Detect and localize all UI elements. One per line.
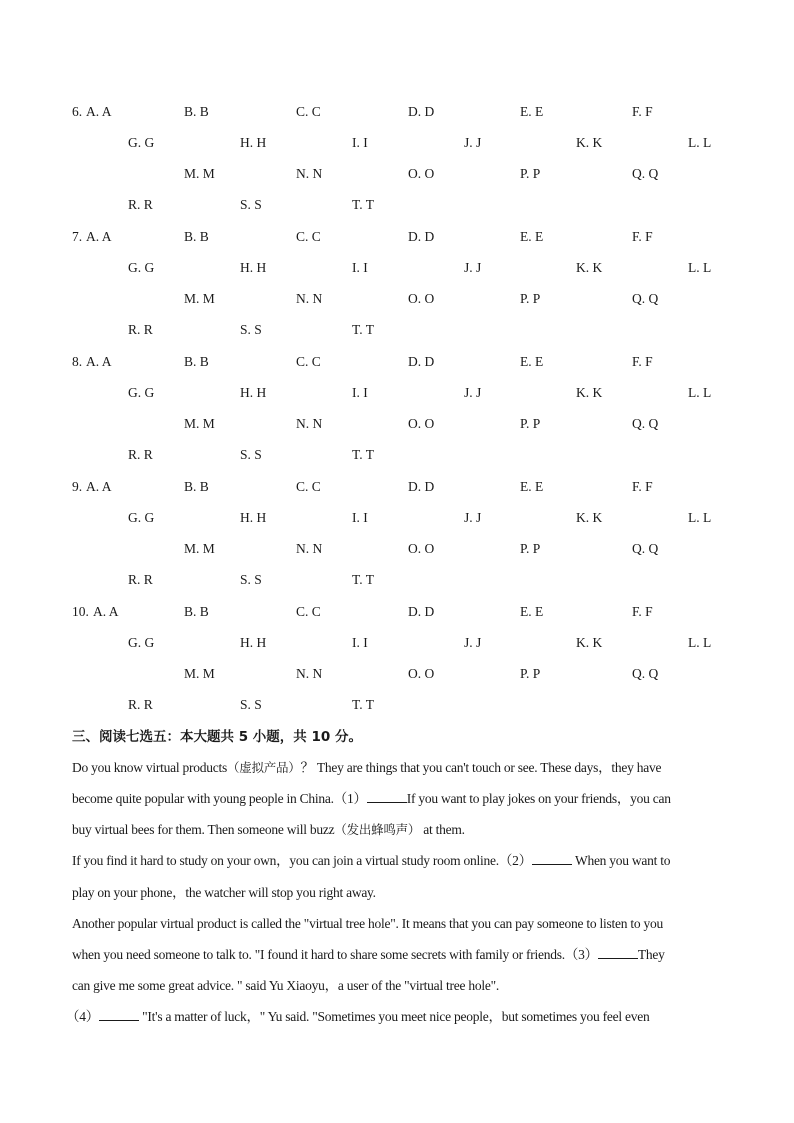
answer-option[interactable]: L. L bbox=[688, 510, 712, 525]
answer-option[interactable]: I. I bbox=[352, 135, 368, 150]
option-row bbox=[0, 195, 794, 215]
question-number: 9. bbox=[72, 479, 83, 494]
answer-option[interactable]: I. I bbox=[352, 385, 368, 400]
answer-option[interactable]: O. O bbox=[408, 541, 435, 556]
passage-line: play on your phone，the watcher will stop you right away. bbox=[72, 885, 376, 900]
answer-option[interactable]: F. F bbox=[632, 229, 653, 244]
answer-option[interactable]: O. O bbox=[408, 666, 435, 681]
answer-option[interactable]: T. T bbox=[352, 322, 374, 337]
answer-blank-1[interactable] bbox=[367, 789, 407, 803]
answer-option[interactable]: B. B bbox=[184, 354, 209, 369]
answer-blank-4[interactable] bbox=[99, 1007, 139, 1021]
answer-option[interactable]: Q. Q bbox=[632, 291, 659, 306]
answer-option[interactable]: J. J bbox=[464, 510, 482, 525]
answer-option[interactable]: K. K bbox=[576, 385, 603, 400]
answer-option[interactable]: A. A bbox=[86, 479, 112, 494]
answer-option[interactable]: T. T bbox=[352, 447, 374, 462]
section-title: 三、阅读七选五：本大题共 5 小题，共 10 分。 bbox=[72, 729, 362, 745]
answer-option[interactable]: S. S bbox=[240, 322, 262, 337]
answer-option[interactable]: E. E bbox=[520, 604, 544, 619]
option-row bbox=[0, 383, 794, 403]
passage-line: Do you know virtual products（虚拟产品）？ They are things that you can't touch or see. These days，they have bbox=[72, 760, 662, 775]
answer-option[interactable]: R. R bbox=[128, 322, 153, 337]
answer-option[interactable]: D. D bbox=[408, 479, 435, 494]
answer-option[interactable]: P. P bbox=[520, 166, 541, 181]
answer-option[interactable]: R. R bbox=[128, 572, 153, 587]
option-row bbox=[0, 508, 794, 528]
answer-option[interactable]: H. H bbox=[240, 510, 267, 525]
answer-option[interactable]: L. L bbox=[688, 135, 712, 150]
answer-option[interactable]: B. B bbox=[184, 104, 209, 119]
option-row bbox=[0, 352, 794, 372]
answer-option[interactable]: I. I bbox=[352, 635, 368, 650]
option-row bbox=[0, 633, 794, 653]
answer-option[interactable]: Q. Q bbox=[632, 541, 659, 556]
answer-option[interactable]: D. D bbox=[408, 354, 435, 369]
option-row bbox=[0, 414, 794, 434]
answer-option[interactable]: C. C bbox=[296, 604, 321, 619]
answer-option[interactable]: J. J bbox=[464, 635, 482, 650]
answer-option[interactable]: A. A bbox=[86, 104, 112, 119]
answer-option[interactable]: M. M bbox=[184, 541, 215, 556]
answer-option[interactable]: Q. Q bbox=[632, 416, 659, 431]
answer-option[interactable]: E. E bbox=[520, 479, 544, 494]
answer-option[interactable]: B. B bbox=[184, 479, 209, 494]
answer-option[interactable]: D. D bbox=[408, 604, 435, 619]
answer-option[interactable]: M. M bbox=[184, 291, 215, 306]
answer-option[interactable]: B. B bbox=[184, 229, 209, 244]
question-number: 7. bbox=[72, 229, 83, 244]
answer-option[interactable]: N. N bbox=[296, 416, 323, 431]
answer-option[interactable]: Q. Q bbox=[632, 666, 659, 681]
option-row bbox=[0, 164, 794, 184]
answer-option[interactable]: C. C bbox=[296, 104, 321, 119]
answer-option[interactable]: E. E bbox=[520, 229, 544, 244]
answer-option[interactable]: I. I bbox=[352, 260, 368, 275]
answer-option[interactable]: N. N bbox=[296, 666, 323, 681]
passage-line: become quite popular with young people in China.（1） If you want to play jokes on your friends，you can bbox=[72, 791, 671, 806]
answer-option[interactable]: K. K bbox=[576, 260, 603, 275]
passage-line: If you find it hard to study on your own，you can join a virtual study room online.（2） When you want to bbox=[72, 853, 671, 868]
option-row bbox=[0, 695, 794, 715]
answer-option[interactable]: H. H bbox=[240, 260, 267, 275]
answer-option[interactable]: C. C bbox=[296, 479, 321, 494]
answer-option[interactable]: B. B bbox=[184, 604, 209, 619]
passage-line: can give me some great advice. " said Yu Xiaoyu，a user of the "virtual tree hole". bbox=[72, 978, 500, 993]
answer-option[interactable]: F. F bbox=[632, 479, 653, 494]
answer-option[interactable]: E. E bbox=[520, 104, 544, 119]
answer-option[interactable]: C. C bbox=[296, 229, 321, 244]
option-row bbox=[0, 133, 794, 153]
answer-option[interactable]: P. P bbox=[520, 666, 541, 681]
answer-option[interactable]: H. H bbox=[240, 385, 267, 400]
answer-option[interactable]: G. G bbox=[128, 385, 155, 400]
option-row bbox=[0, 102, 794, 122]
answer-option[interactable]: G. G bbox=[128, 510, 155, 525]
answer-option[interactable]: O. O bbox=[408, 416, 435, 431]
answer-option[interactable]: S. S bbox=[240, 572, 262, 587]
answer-option[interactable]: G. G bbox=[128, 135, 155, 150]
answer-option[interactable]: N. N bbox=[296, 291, 323, 306]
answer-option[interactable]: P. P bbox=[520, 416, 541, 431]
answer-option[interactable]: Q. Q bbox=[632, 166, 659, 181]
answer-option[interactable]: M. M bbox=[184, 166, 215, 181]
passage-line: Another popular virtual product is called the "virtual tree hole". It means that you can pay someone to listen to you bbox=[72, 916, 663, 931]
answer-option[interactable]: A. A bbox=[86, 354, 112, 369]
answer-option[interactable]: N. N bbox=[296, 166, 323, 181]
answer-option[interactable]: H. H bbox=[240, 135, 267, 150]
answer-blank-2[interactable] bbox=[532, 851, 572, 865]
answer-option[interactable]: A. A bbox=[93, 604, 119, 619]
question-number: 8. bbox=[72, 354, 83, 369]
option-row bbox=[0, 477, 794, 497]
answer-option[interactable]: J. J bbox=[464, 260, 482, 275]
option-row bbox=[0, 289, 794, 309]
question-number: 6. bbox=[72, 104, 83, 119]
answer-option[interactable]: J. J bbox=[464, 135, 482, 150]
passage-line: buy virtual bees for them. Then someone will buzz（发出蜂鸣声） at them. bbox=[72, 822, 465, 837]
answer-option[interactable]: P. P bbox=[520, 291, 541, 306]
answer-blank-3[interactable] bbox=[598, 945, 638, 959]
answer-option[interactable]: E. E bbox=[520, 354, 544, 369]
answer-option[interactable]: O. O bbox=[408, 291, 435, 306]
option-row bbox=[0, 570, 794, 590]
answer-option[interactable]: R. R bbox=[128, 697, 153, 712]
answer-option[interactable]: T. T bbox=[352, 697, 374, 712]
answer-option[interactable]: C. C bbox=[296, 354, 321, 369]
answer-option[interactable]: F. F bbox=[632, 354, 653, 369]
answer-option[interactable]: J. J bbox=[464, 385, 482, 400]
answer-option[interactable]: L. L bbox=[688, 385, 712, 400]
option-row bbox=[0, 320, 794, 340]
answer-option[interactable]: F. F bbox=[632, 604, 653, 619]
answer-option[interactable]: R. R bbox=[128, 197, 153, 212]
answer-option[interactable]: R. R bbox=[128, 447, 153, 462]
answer-option[interactable]: D. D bbox=[408, 229, 435, 244]
option-row bbox=[0, 445, 794, 465]
answer-option[interactable]: L. L bbox=[688, 635, 712, 650]
answer-option[interactable]: A. A bbox=[86, 229, 112, 244]
answer-option[interactable]: O. O bbox=[408, 166, 435, 181]
answer-option[interactable]: S. S bbox=[240, 697, 262, 712]
answer-option[interactable]: S. S bbox=[240, 447, 262, 462]
answer-option[interactable]: T. T bbox=[352, 572, 374, 587]
answer-option[interactable]: L. L bbox=[688, 260, 712, 275]
answer-option[interactable]: S. S bbox=[240, 197, 262, 212]
option-row bbox=[0, 258, 794, 278]
answer-option[interactable]: M. M bbox=[184, 666, 215, 681]
answer-option[interactable]: G. G bbox=[128, 635, 155, 650]
answer-option[interactable]: N. N bbox=[296, 541, 323, 556]
answer-option[interactable]: F. F bbox=[632, 104, 653, 119]
option-row bbox=[0, 227, 794, 247]
answer-option[interactable]: K. K bbox=[576, 510, 603, 525]
answer-option[interactable]: H. H bbox=[240, 635, 267, 650]
option-row bbox=[0, 539, 794, 559]
answer-option[interactable]: I. I bbox=[352, 510, 368, 525]
answer-option[interactable]: P. P bbox=[520, 541, 541, 556]
question-number: 10. bbox=[72, 604, 89, 619]
answer-option[interactable]: K. K bbox=[576, 135, 603, 150]
option-row bbox=[0, 664, 794, 684]
answer-option[interactable]: D. D bbox=[408, 104, 435, 119]
answer-option[interactable]: M. M bbox=[184, 416, 215, 431]
answer-option[interactable]: G. G bbox=[128, 260, 155, 275]
answer-option[interactable]: K. K bbox=[576, 635, 603, 650]
passage-line: when you need someone to talk to. "I found it hard to share some secrets with family or friends.（3） They bbox=[72, 947, 665, 962]
option-row bbox=[0, 602, 794, 622]
passage-line: （4） "It's a matter of luck，" Yu said. "Sometimes you meet nice people，but sometimes you feel even bbox=[66, 1009, 650, 1024]
answer-option[interactable]: T. T bbox=[352, 197, 374, 212]
